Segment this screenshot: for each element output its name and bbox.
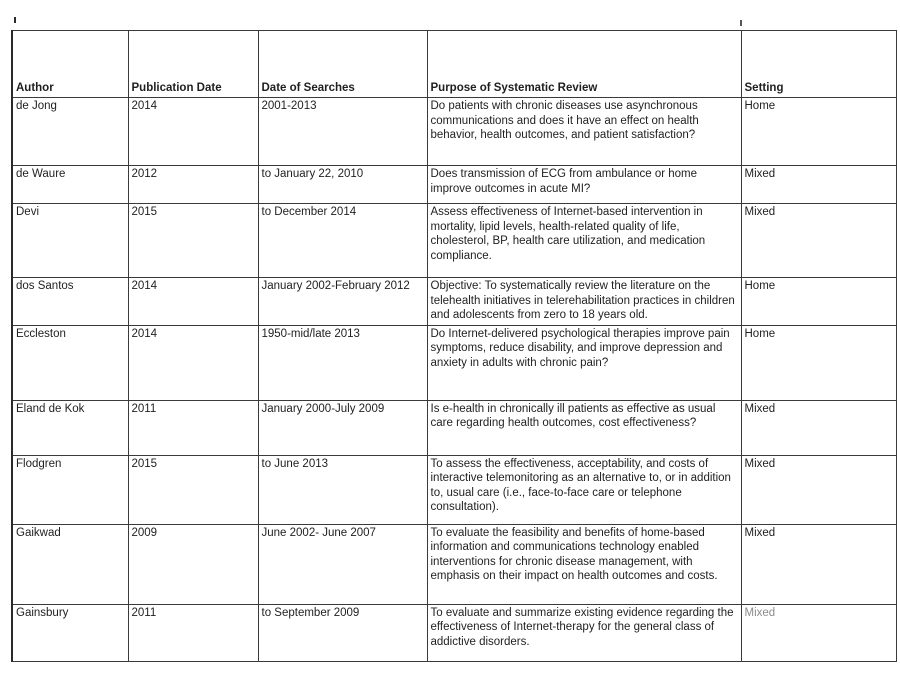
column-header-publication-date: Publication Date (128, 31, 258, 98)
table-row (12, 204, 896, 278)
table-row (12, 400, 896, 455)
cell-setting: Mixed (741, 166, 896, 204)
cell-author: de Jong (12, 98, 128, 166)
cell-author: Eland de Kok (12, 400, 128, 455)
cell-setting: Home (741, 278, 896, 326)
cell-purpose: Does transmission of ECG from ambulance or home improve outcomes in acute MI? (427, 166, 741, 204)
cell-publication-date: 2012 (128, 166, 258, 204)
cell-purpose: Objective: To systematically review the literature on the telehealth initiatives in telerehabilitation practices in children and adolescents from zero to 18 years old. (427, 278, 741, 326)
cell-date-of-searches: to June 2013 (258, 455, 427, 524)
table-row (12, 455, 896, 524)
column-header-author: Author (12, 31, 128, 98)
stray-mark-top (740, 20, 742, 26)
cell-setting: Mixed (741, 604, 896, 661)
cell-publication-date: 2014 (128, 278, 258, 326)
cell-setting: Home (741, 325, 896, 400)
cell-date-of-searches: 2001-2013 (258, 98, 427, 166)
cell-date-of-searches: January 2002-February 2012 (258, 278, 427, 326)
column-header-purpose: Purpose of Systematic Review (427, 31, 741, 98)
cell-purpose: Do patients with chronic diseases use asynchronous communications and does it have an effect on health behavior, health outcomes, and patient satisfaction? (427, 98, 741, 166)
systematic-reviews-table (11, 30, 897, 662)
table-row (12, 98, 896, 166)
cell-purpose: Do Internet-delivered psychological therapies improve pain symptoms, reduce disability, and improve depression and anxiety in adults with chronic pain? (427, 325, 741, 400)
cell-purpose: To assess the effectiveness, acceptability, and costs of interactive telemonitoring as an alternative to, or in addition to, usual care (i.e., face-to-face care or telephone consultation). (427, 455, 741, 524)
table-row (12, 524, 896, 604)
cell-purpose: Assess effectiveness of Internet-based intervention in mortality, lipid levels, health-related quality of life, cholesterol, BP, health care utilization, and medication compliance. (427, 204, 741, 278)
cell-setting: Mixed (741, 455, 896, 524)
cell-purpose: To evaluate the feasibility and benefits of home-based information and communications technology enabled interventions for chronic disease management, with emphasis on their impact on health outcomes and costs. (427, 524, 741, 604)
cell-publication-date: 2015 (128, 204, 258, 278)
cell-publication-date: 2014 (128, 325, 258, 400)
cell-date-of-searches: January 2000-July 2009 (258, 400, 427, 455)
cell-publication-date: 2015 (128, 455, 258, 524)
cell-author: Gaikwad (12, 524, 128, 604)
cell-date-of-searches: 1950-mid/late 2013 (258, 325, 427, 400)
cell-setting: Mixed (741, 400, 896, 455)
cell-author: dos Santos (12, 278, 128, 326)
cell-purpose: Is e-health in chronically ill patients as effective as usual care regarding health outcomes, cost effectiveness? (427, 400, 741, 455)
cell-setting: Mixed (741, 204, 896, 278)
cell-publication-date: 2009 (128, 524, 258, 604)
cell-date-of-searches: to December 2014 (258, 204, 427, 278)
table-row (12, 278, 896, 326)
table-header-row (12, 31, 896, 98)
cell-setting: Home (741, 98, 896, 166)
cell-publication-date: 2011 (128, 604, 258, 661)
cell-publication-date: 2011 (128, 400, 258, 455)
table-row (12, 325, 896, 400)
table-row (12, 166, 896, 204)
cell-author: Devi (12, 204, 128, 278)
column-header-setting: Setting (741, 31, 896, 98)
table-row (12, 604, 896, 661)
cell-author: Gainsbury (12, 604, 128, 661)
cell-author: Flodgren (12, 455, 128, 524)
cell-setting: Mixed (741, 524, 896, 604)
cell-purpose: To evaluate and summarize existing evidence regarding the effectiveness of Internet-therapy for the general class of addictive disorders. (427, 604, 741, 661)
cell-author: Eccleston (12, 325, 128, 400)
cell-publication-date: 2014 (128, 98, 258, 166)
column-header-date-of-searches: Date of Searches (258, 31, 427, 98)
cell-author: de Waure (12, 166, 128, 204)
cell-date-of-searches: to January 22, 2010 (258, 166, 427, 204)
cell-date-of-searches: to September 2009 (258, 604, 427, 661)
stray-mark-left (14, 17, 16, 23)
cell-date-of-searches: June 2002- June 2007 (258, 524, 427, 604)
